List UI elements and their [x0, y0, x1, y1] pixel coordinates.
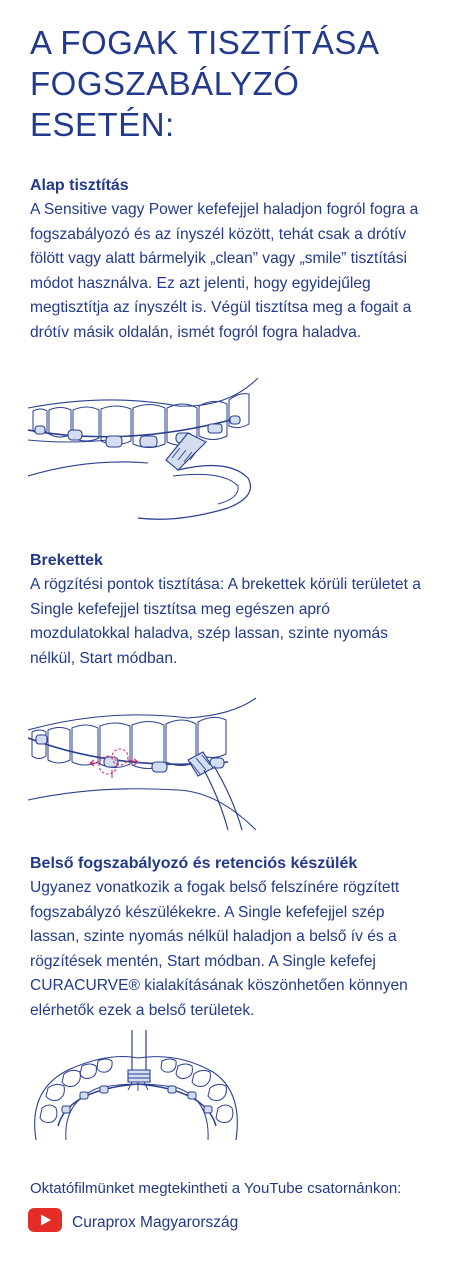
section-lingual-braces	[30, 852, 432, 1023]
youtube-icon	[28, 1208, 62, 1237]
youtube-note: Oktatófilmünket megtekintheti a YouTube csatornánkon:	[30, 1180, 402, 1197]
section-heading: Alap tisztítás	[30, 177, 129, 194]
page-title: A FOGAK TISZTÍTÁSA FOGSZABÁLYZÓ ESETÉN:	[30, 24, 380, 143]
youtube-channel-link[interactable]	[28, 1208, 238, 1237]
illustration-brackets	[28, 690, 260, 840]
youtube-channel-name: Curaprox Magyarország	[72, 1213, 239, 1231]
section-body: A rögzítési pontok tisztítása: A brekettek körüli területet a Single kefefejjel tisztítsa meg egészen apró mozdulatokkal haladva, szép lassan, szinte nyomás nélkül, Start módban.	[30, 576, 421, 667]
illustration-basic-cleaning	[28, 378, 260, 528]
section-heading: Belső fogszabályozó és retenciós készülék	[30, 855, 358, 872]
section-heading: Brekettek	[30, 552, 103, 569]
section-body: Ugyanez vonatkozik a fogak belső felszínére rögzített fogszabályzó készülékekre. A Single kefefejjel szép lassan, szinte nyomás nélkül haladjon a belső ív és a rögzítések mentén, Start módban. A Single kefefej CURACURVE® kialakításának köszönhetően könnyen elérhetők ezek a belső területek.	[30, 879, 408, 1019]
section-basic-cleaning	[30, 174, 432, 345]
illustration-lingual	[28, 1030, 246, 1145]
section-brackets	[30, 549, 432, 671]
section-body: A Sensitive vagy Power kefefejjel haladjon fogról fogra a fogszabályozó és az ínyszél között, tehát csak a drótív fölött vagy alatt bármelyik „clean” vagy „smile” tisztítási módot használva. Ez azt jelenti, hogy egyidejűleg megtisztítja az ínyszélt is. Végül tisztítsa meg a fogait a drótív másik oldalán, ismét fogról fogra haladva.	[30, 201, 419, 341]
